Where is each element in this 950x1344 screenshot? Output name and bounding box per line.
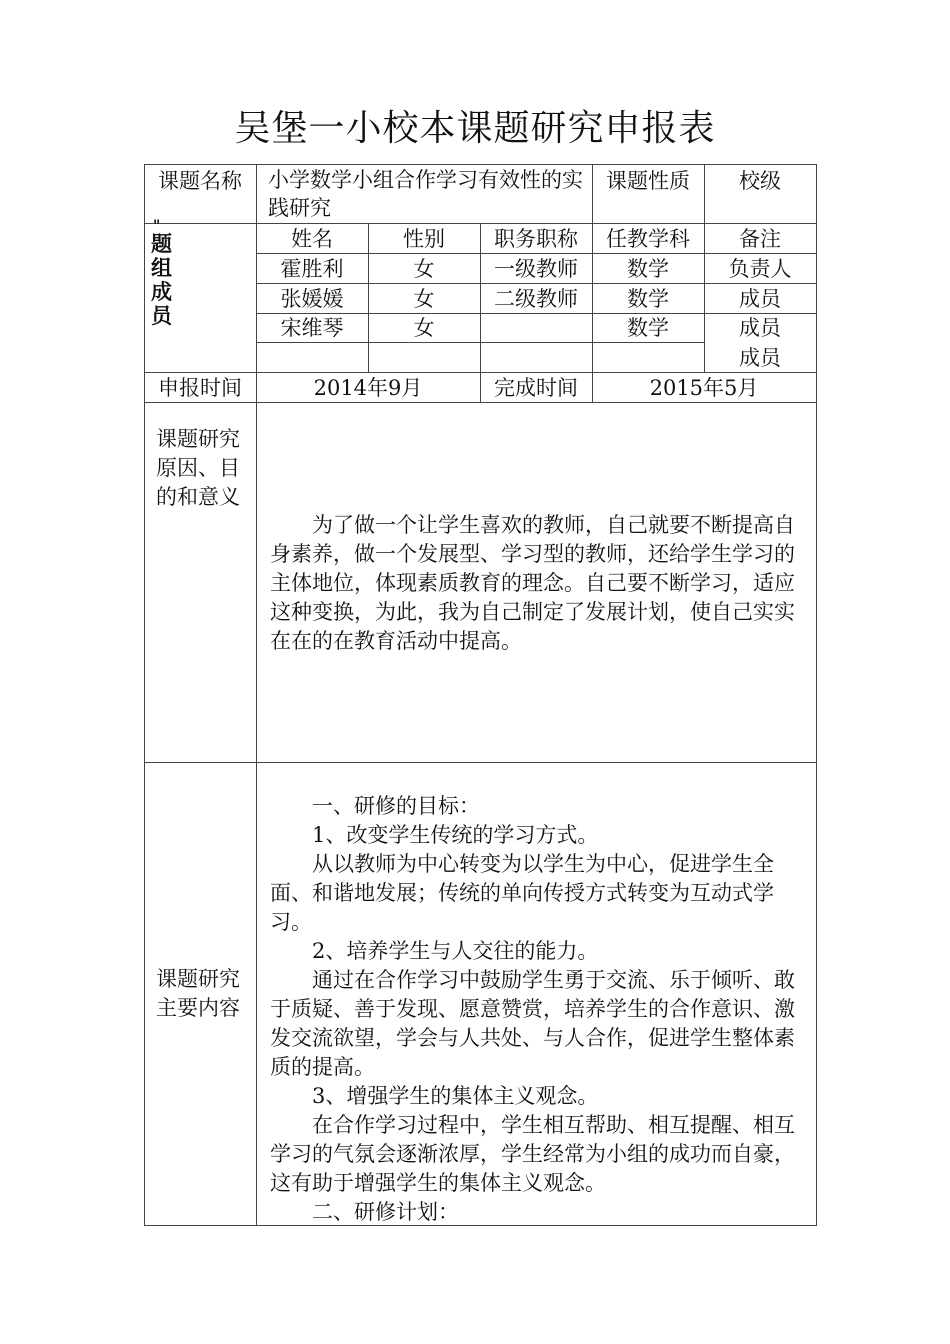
member-remark: 成员	[739, 287, 781, 311]
members-side-mark: "	[153, 218, 161, 234]
members-side-label-3: 成	[151, 279, 172, 304]
member-gender: 女	[413, 316, 435, 340]
topic-nature-label: 课题性质	[606, 169, 690, 193]
header-gender: 性别	[403, 227, 445, 251]
content-paragraph: 从以教师为中心转变为以学生为中心，促进学生全面、和谐地发展；传统的单向传授方式转变为互动式学习。	[270, 852, 774, 934]
header-title: 职务职称	[494, 227, 578, 251]
member-title: 二级教师	[494, 287, 578, 311]
apply-time-value: 2014年9月	[313, 376, 423, 400]
member-name: 宋维琴	[280, 316, 344, 340]
table-rule	[816, 164, 817, 1226]
content-text	[270, 792, 810, 1227]
content-label: 课题研究主要内容	[156, 967, 240, 1020]
member-subject: 数学	[627, 257, 669, 281]
table-rule	[144, 164, 145, 1226]
reason-label: 课题研究原因、目的和意义	[156, 427, 240, 509]
content-paragraph: 一、研修的目标：	[312, 794, 480, 818]
content-paragraph: 二、研修计划：	[312, 1200, 459, 1224]
member-name: 张媛媛	[280, 287, 344, 311]
finish-time-value: 2015年5月	[649, 376, 759, 400]
members-side-label-1: 题	[151, 231, 172, 256]
content-paragraph: 1、改变学生传统的学习方式。	[312, 823, 599, 847]
reason-paragraph: 为了做一个让学生喜欢的教师，自己就要不断提高自身素养，做一个发展型、学习型的教师，还给学生学习的主体地位，体现素质教育的理念。自己要不断学习，适应这种变换，为此，我为自己制定了发展计划，使自己实实在在的在教育活动中提高。	[270, 513, 795, 653]
table-rule	[144, 762, 817, 763]
member-remark: 成员	[739, 316, 781, 340]
members-side-label-4: 员	[151, 303, 172, 328]
content-paragraph: 通过在合作学习中鼓励学生勇于交流、乐于倾听、敢于质疑、善于发现、愿意赞赏，培养学生的合作意识、激发交流欲望，学会与人共处、与人合作，促进学生整体素质的提高。	[270, 968, 795, 1079]
topic-name-label: 课题名称	[158, 169, 242, 193]
content-paragraph: 在合作学习过程中，学生相互帮助、相互提醒、相互学习的气氛会逐渐浓厚，学生经常为小组的成功而自豪，这有助于增强学生的集体主义观念。	[270, 1113, 795, 1195]
member-name: 霍胜利	[280, 257, 344, 281]
content-paragraph: 2、培养学生与人交往的能力。	[312, 939, 599, 963]
header-name: 姓名	[291, 227, 333, 251]
content-paragraph: 3、增强学生的集体主义观念。	[312, 1084, 599, 1108]
table-rule	[144, 164, 817, 165]
member-remark: 成员	[739, 346, 781, 370]
member-remark: 负责人	[728, 257, 792, 281]
members-side-label-2: 组	[151, 255, 172, 280]
member-gender: 女	[413, 257, 435, 281]
finish-time-label: 完成时间	[494, 376, 578, 400]
header-remark: 备注	[739, 227, 781, 251]
member-subject: 数学	[627, 287, 669, 311]
member-title: 一级教师	[494, 257, 578, 281]
member-gender: 女	[413, 287, 435, 311]
apply-time-label: 申报时间	[158, 376, 242, 400]
header-subject: 任教学科	[606, 227, 690, 251]
page-title: 吴堡一小校本课题研究申报表	[234, 108, 716, 149]
reason-text	[270, 511, 810, 656]
topic-nature-value: 校级	[739, 169, 781, 193]
topic-name-value: 小学数学小组合作学习有效性的实践研究	[268, 168, 583, 220]
member-subject: 数学	[627, 316, 669, 340]
